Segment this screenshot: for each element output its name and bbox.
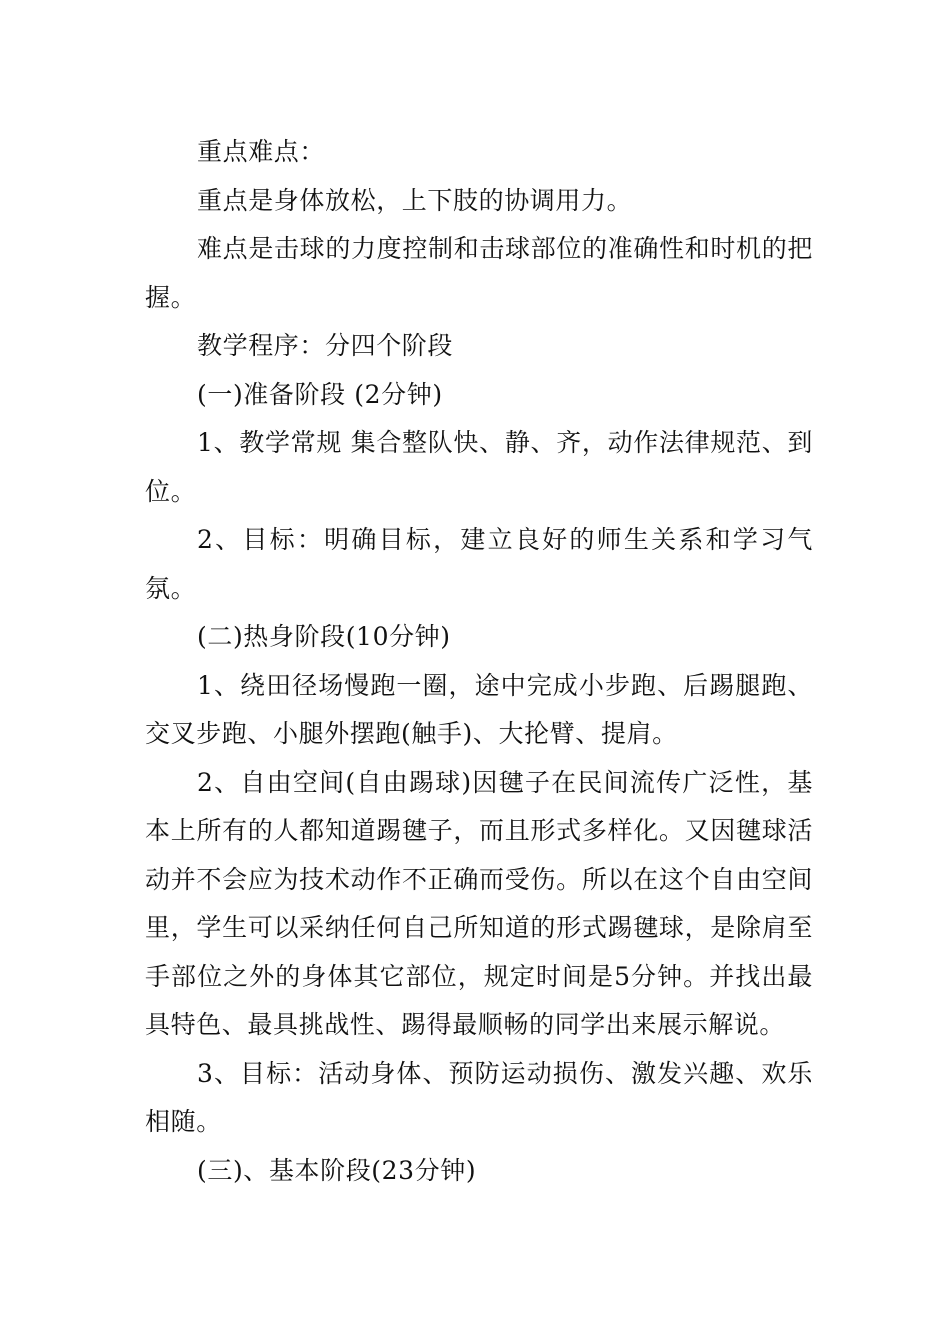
heading-basic-stage: (三)、基本阶段(23分钟)	[197, 1155, 477, 1185]
paragraph-warmup-item-1: 1、绕田径场慢跑一圈，途中完成小步跑、后踢腿跑、交叉步跑、小腿外摆跑(触手)、大抡臂、提肩。	[145, 670, 813, 748]
document-body	[145, 128, 813, 1195]
paragraph-key-point: 重点是身体放松，上下肢的协调用力。	[197, 185, 633, 215]
paragraph-preparation-item-2: 2、目标：明确目标，建立良好的师生关系和学习气氛。	[145, 525, 813, 603]
heading-teaching-procedure: 教学程序：分四个阶段	[197, 331, 454, 360]
heading-key-difficult-points: 重点难点：	[197, 137, 326, 166]
heading-warmup-stage: (二)热身阶段(10分钟)	[197, 622, 451, 651]
heading-preparation-stage: (一)准备阶段 (2分钟)	[197, 379, 443, 409]
paragraph-warmup-item-3: 3、目标：活动身体、预防运动损伤、激发兴趣、欢乐相随。	[145, 1058, 813, 1136]
paragraph-warmup-item-2: 2、自由空间(自由踢球)因毽子在民间流传广泛性，基本上所有的人都知道踢毽子，而且形式多样化。又因毽球活动并不会应为技术动作不正确而受伤。所以在这个自由空间里，学生可以采纳任何自己所知道的形式踢毽球，是除肩至手部位之外的身体其它部位，规定时间是5分钟。并找出最具特色、最具挑战性、踢得最顺畅的同学出来展示解说。	[145, 767, 813, 1039]
paragraph-preparation-item-1: 1、教学常规 集合整队快、静、齐，动作法律规范、到位。	[145, 428, 813, 506]
paragraph-difficult-point: 难点是击球的力度控制和击球部位的准确性和时机的把握。	[145, 234, 813, 312]
